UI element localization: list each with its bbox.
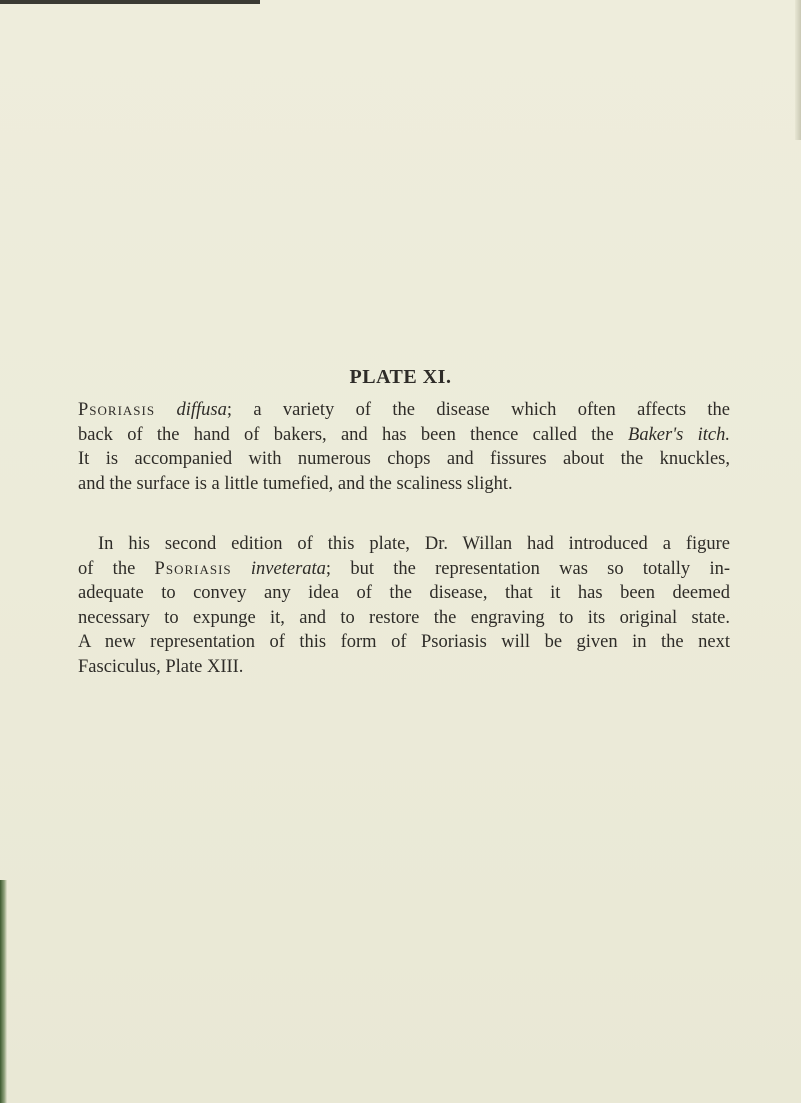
page-left-edge xyxy=(0,880,7,1103)
paragraph-2-line-1: In his second edition of this plate, Dr. Willan had introduced a figure xyxy=(98,534,730,554)
variety-diffusa: diffusa xyxy=(176,400,227,420)
variety-inveterata: inveterata xyxy=(250,558,326,579)
paragraph-2-line-5: A new representation of this form of Psoriasis will be given in the next xyxy=(78,632,730,653)
term-psoriasis: Psoriasis xyxy=(78,400,156,420)
page-right-edge xyxy=(795,0,801,140)
paragraph-1-line-3: It is accompanied with numerous chops and fissures about the knuckles, xyxy=(78,449,730,470)
paragraph-2-line-2-prefix: of the xyxy=(78,558,136,579)
paragraph-1-line-2-text: back of the hand of bakers, and has been thence called the xyxy=(78,424,614,445)
paragraph-1-line-1-text: ; a variety of the disease which often affects the xyxy=(226,400,730,420)
paragraph-2-line-4: necessary to expunge it, and to restore the engraving to its original state. xyxy=(78,607,730,628)
page-top-edge xyxy=(0,0,260,4)
paragraph-2-line-6: Fasciculus, Plate XIII. xyxy=(78,656,244,677)
paragraph-1 xyxy=(78,398,730,496)
paragraph-1-line-4: and the surface is a little tumefied, and the scaliness slight. xyxy=(78,473,513,494)
paragraph-2-line-3: adequate to convey any idea of the disease, that it has been deemed xyxy=(78,583,730,604)
paragraph-2 xyxy=(78,532,730,680)
bakers-itch: Baker's itch. xyxy=(628,424,730,445)
term-psoriasis-2: Psoriasis xyxy=(154,558,232,579)
paragraph-2-line-2 xyxy=(78,557,730,582)
plate-title: PLATE XI. xyxy=(349,366,452,388)
paragraph-1-line-1 xyxy=(78,398,730,423)
paragraph-1-line-2 xyxy=(78,423,730,448)
paragraph-2-line-2-suffix: ; but the representation was so totally in- xyxy=(325,558,730,579)
